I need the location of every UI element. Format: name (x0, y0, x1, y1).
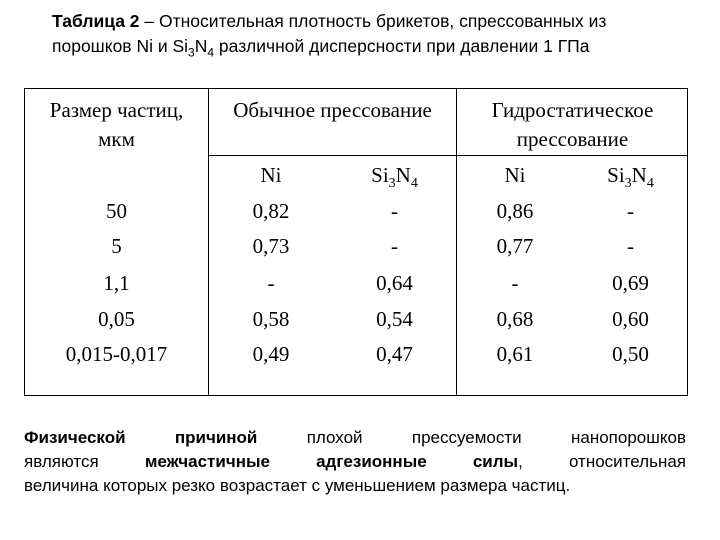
cell-ordinary-ni: 0,58 (252, 307, 290, 331)
caption-text-1: Относительная плотность брикетов, спрессованных из порошков Ni и Si (52, 11, 607, 56)
header-particle-size: Размер частиц, мкм (49, 98, 184, 151)
cell-ordinary-si3n4: - (391, 234, 398, 258)
caption-label: Таблица 2 (52, 11, 140, 31)
cell-size: 1,1 (103, 271, 130, 295)
caption-dash: – (139, 11, 160, 31)
cell-ordinary-si3n4: 0,54 (376, 307, 413, 331)
cell-hydrostatic-ni: - (511, 271, 519, 295)
paragraph-line: величина которых резко возрастает с уменьшением размера частиц. (24, 476, 571, 495)
header-ordinary-pressing: Обычное прессование (233, 98, 432, 122)
caption-n: N (194, 36, 208, 56)
cell-size: 0,05 (98, 307, 135, 331)
cell-hydrostatic-ni: 0,77 (496, 234, 534, 258)
cell-hydrostatic-si3n4: - (627, 199, 634, 223)
header-hydrostatic-si3n4: $Si_3N_4$ (607, 163, 654, 191)
cell-hydrostatic-si3n4: 0,60 (612, 307, 649, 331)
paragraph-line: Физической причиной плохой прессуемости нанопорошков (24, 428, 686, 447)
table-caption (52, 9, 682, 66)
cell-ordinary-ni: 0,82 (252, 199, 290, 223)
header-ordinary-si3n4: $Si_3N_4$ (371, 163, 418, 191)
cell-ordinary-si3n4: 0,64 (376, 271, 413, 295)
bold-phrase: межчастичные адгезионные силы (144, 452, 519, 471)
cell-ordinary-ni: 0,49 (252, 342, 290, 366)
cell-ordinary-ni: - (267, 271, 275, 295)
header-hydrostatic-pressing: Гидростатическое прессование (491, 98, 654, 151)
cell-ordinary-ni: 0,73 (252, 234, 290, 258)
bold-phrase: Физической причиной (24, 428, 258, 447)
cell-hydrostatic-ni: 0,86 (496, 199, 534, 223)
header-hydrostatic-ni: Ni (504, 163, 526, 187)
header-ordinary-ni: Ni (260, 163, 282, 187)
paragraph-line: являются межчастичные адгезионные силы, относительная (24, 452, 686, 471)
cell-hydrostatic-si3n4: 0,50 (612, 342, 649, 366)
caption-text-2: различной дисперсности при давлении 1 ГПа (214, 36, 590, 56)
caption-sub-3: 3 (188, 45, 195, 60)
cell-size: 50 (106, 199, 127, 223)
explanation-paragraph (24, 426, 686, 498)
density-table (24, 88, 688, 396)
cell-ordinary-si3n4: 0,47 (376, 342, 413, 366)
cell-hydrostatic-si3n4: 0,69 (612, 271, 649, 295)
table-divider (208, 155, 687, 156)
caption-sub-4: 4 (207, 45, 215, 60)
cell-hydrostatic-ni: 0,68 (496, 307, 534, 331)
cell-size: 5 (111, 234, 122, 258)
cell-hydrostatic-ni: 0,61 (496, 342, 534, 366)
cell-hydrostatic-si3n4: - (627, 234, 634, 258)
cell-size: 0,015-0,017 (65, 342, 168, 366)
cell-ordinary-si3n4: - (391, 199, 398, 223)
